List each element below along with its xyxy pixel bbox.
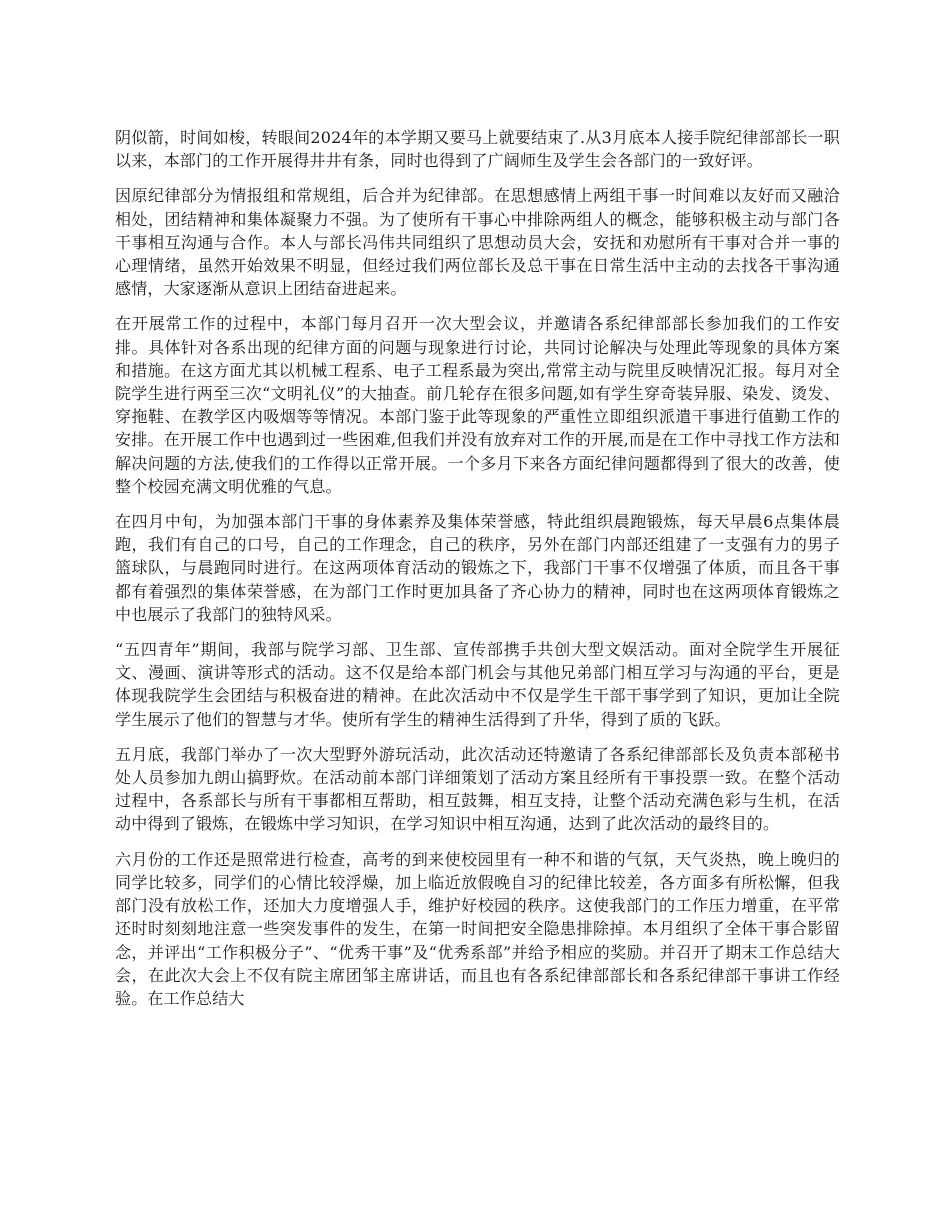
paragraph-routine-work: 在开展常工作的过程中，本部门每月召开一次大型会议，并邀请各系纪律部部长参加我们的工作安排。具体针对各系出现的纪律方面的问题与现象进行讨论，共同讨论解决与处理此等现象的具体方案和措施。在这方面尤其以机械工程系、电子工程系最为突出,常常主动与院里反映情况汇报。每月对全院学生进行两至三次“文明礼仪”的大抽查。前几轮存在很多问题,如有学生穿奇装异服、染发、烫发、穿拖鞋、在教学区内吸烟等等情况。本部门鉴于此等现象的严重性立即组织派遣干事进行值勤工作的安排。在开展工作中也遇到过一些困难,但我们并没有放弃对工作的开展,而是在工作中寻找工作方法和解决问题的方法,使我们的工作得以正常开展。一个多月下来各方面纪律问题都得到了很大的改善，使整个校园充满文明优雅的气息。 <box>115 314 840 496</box>
paragraph-intro: 阴似箭，时间如梭，转眼间2024年的本学期又要马上就要结束了.从3月底本人接手院纪律部部长一职以来，本部门的工作开展得井井有条，同时也得到了广阔师生及学生会各部门的一致好评。 <box>115 128 840 171</box>
paragraph-merger: 因原纪律部分为情报组和常规组，后合并为纪律部。在思想感情上两组干事一时间难以友好而又融洽相处，团结精神和集体凝聚力不强。为了使所有干事心中排除两组人的概念，能够积极主动与部门各干事相互沟通与合作。本人与部长冯伟共同组织了思想动员大会，安抚和劝慰所有干事对合并一事的心理情绪，虽然开始效果不明显，但经过我们两位部长及总干事在日常生活中主动的去找各干事沟通感情，大家逐渐从意识上团结奋进起来。 <box>115 186 840 299</box>
paragraph-end-of-may: 五月底，我部门举办了一次大型野外游玩活动，此次活动还特邀请了各系纪律部部长及负责本部秘书处人员参加九朗山搞野炊。在活动前本部门详细策划了活动方案且经所有干事投票一致。在整个活动过程中，各系部长与所有干事都相互帮助，相互鼓舞，相互支持，让整个活动充满色彩与生机，在活动中得到了锻炼，在锻炼中学习知识，在学习知识中相互沟通，达到了此次活动的最终目的。 <box>115 744 840 834</box>
paragraph-may-fourth: “五四青年”期间，我部与院学习部、卫生部、宣传部携手共创大型文娱活动。面对全院学生开展征文、漫画、演讲等形式的活动。这不仅是给本部门机会与其他兄弟部门相互学习与沟通的平台，更是体现我院学生会团结与积极奋进的精神。在此次活动中不仅是学生干部干事学到了知识，更加让全院学生展示了他们的智慧与才华。使所有学生的精神生活得到了升华，得到了质的飞跃。 <box>115 640 840 729</box>
paragraph-april: 在四月中旬，为加强本部门干事的身体素养及集体荣誉感，特此组织晨跑锻炼，每天早晨6点集体晨跑，我们有自己的口号，自己的工作理念，自己的秩序，另外在部门内部还组建了一支强有力的男子篮球队，与晨跑同时进行。在这两项体育活动的锻炼之下，我部门干事不仅增强了体质，而且各干事都有着强烈的集体荣誉感，在为部门工作时更加具备了齐心协力的精神，同时也在这两项体育锻炼之中也展示了我部门的独特风采。 <box>115 512 840 624</box>
document-body <box>115 126 840 1022</box>
paragraph-june: 六月份的工作还是照常进行检查，高考的到来使校园里有一种不和谐的气氛，天气炎热，晚上晚归的同学比较多，同学们的心情比较浮燥，加上临近放假晚自习的纪律比较差，各方面多有所松懈，但我部门没有放松工作，还加大力度增强人手，维护好校园的秩序。这使我部门的工作压力增重，在平常还时时刻刻地注意一些突发事件的发生，在第一时间把安全隐患排除掉。本月组织了全体干事合影留念，并评出“工作积极分子”、“优秀干事”及“优秀系部”并给予相应的奖励。并召开了期末工作总结大会，在此次大会上不仅有院主席团邹主席讲话，而且也有各系纪律部部长和各系纪律部干事讲工作经验。在工作总结大 <box>115 849 840 1008</box>
